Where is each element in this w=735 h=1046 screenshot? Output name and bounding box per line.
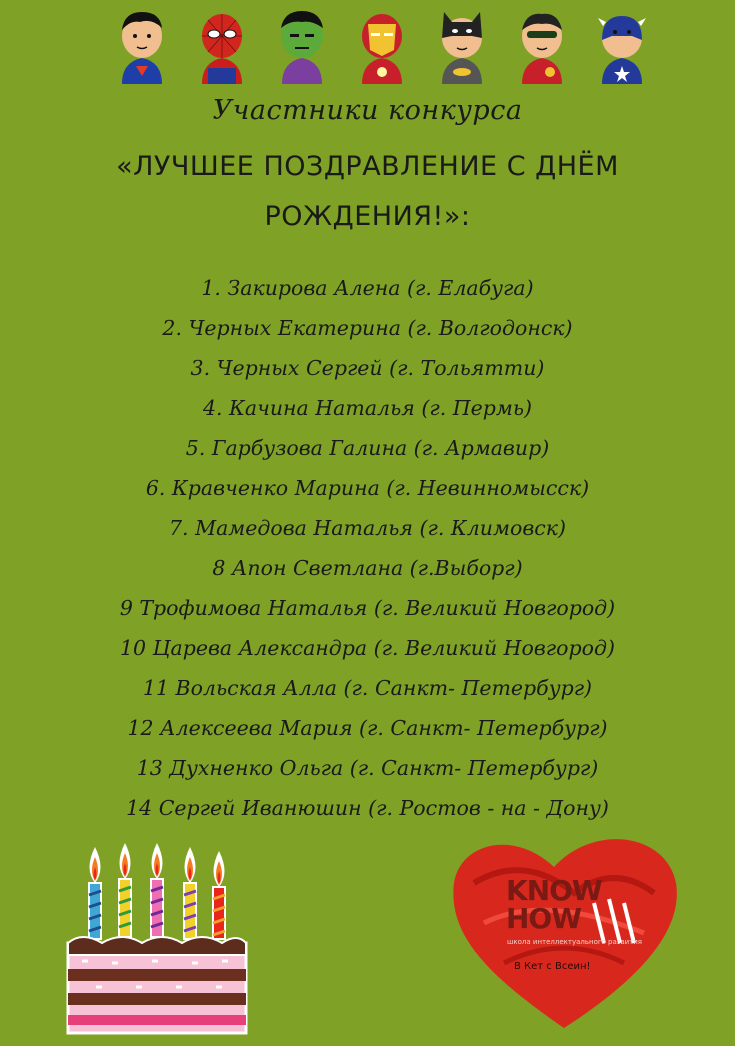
batman-icon bbox=[432, 6, 492, 84]
list-item: 8 Апон Светлана (г.Выборг) bbox=[212, 556, 523, 580]
page-title: Участники конкурса bbox=[212, 95, 523, 126]
list-item: 13 Духненко Ольга (г. Санкт- Петербург) bbox=[136, 756, 599, 780]
list-item: 5. Гарбузова Галина (г. Армавир) bbox=[185, 436, 550, 460]
logo-subtitle: школа интеллектуального развития bbox=[507, 938, 643, 946]
list-item: 1. Закирова Алена (г. Елабуга) bbox=[201, 276, 534, 300]
logo-line-2: HOW bbox=[506, 902, 582, 935]
list-item: 9 Трофимова Наталья (г. Великий Новгород) bbox=[119, 596, 616, 620]
robin-icon bbox=[512, 6, 572, 84]
list-item: 10 Царева Александра (г. Великий Новгород) bbox=[120, 636, 615, 660]
birthday-cake-icon bbox=[62, 843, 252, 1038]
list-item: 2. Черных Екатерина (г. Волгодонск) bbox=[162, 316, 573, 340]
logo-line-1: KNOW bbox=[506, 874, 602, 907]
logo-slogan: В Кет с Всеин! bbox=[514, 961, 591, 972]
logo-wordmark bbox=[506, 874, 602, 935]
spiderman-icon bbox=[192, 6, 252, 84]
list-item: 11 Вольская Алла (г. Санкт- Петербург) bbox=[142, 676, 593, 700]
list-item: 7. Мамедова Наталья (г. Климовск) bbox=[169, 516, 566, 540]
participants-list bbox=[0, 268, 735, 828]
contest-name: «ЛУЧШЕЕ ПОЗДРАВЛЕНИЕ С ДНЁМ РОЖДЕНИЯ!»: bbox=[116, 151, 619, 232]
list-item: 12 Алексеева Мария (г. Санкт- Петербург) bbox=[127, 716, 608, 740]
list-item: 6. Кравченко Марина (г. Невинномысск) bbox=[145, 476, 590, 500]
list-item: 14 Сергей Иванюшин (г. Ростов - на - Дону) bbox=[126, 796, 609, 820]
iron-man-icon bbox=[352, 6, 412, 84]
superhero-row bbox=[112, 6, 652, 84]
list-item: 3. Черных Сергей (г. Тольятти) bbox=[190, 356, 545, 380]
captain-america-icon bbox=[592, 6, 652, 84]
list-item: 4. Качина Наталья (г. Пермь) bbox=[202, 396, 533, 420]
hulk-icon bbox=[272, 6, 332, 84]
superman-icon bbox=[112, 6, 172, 84]
